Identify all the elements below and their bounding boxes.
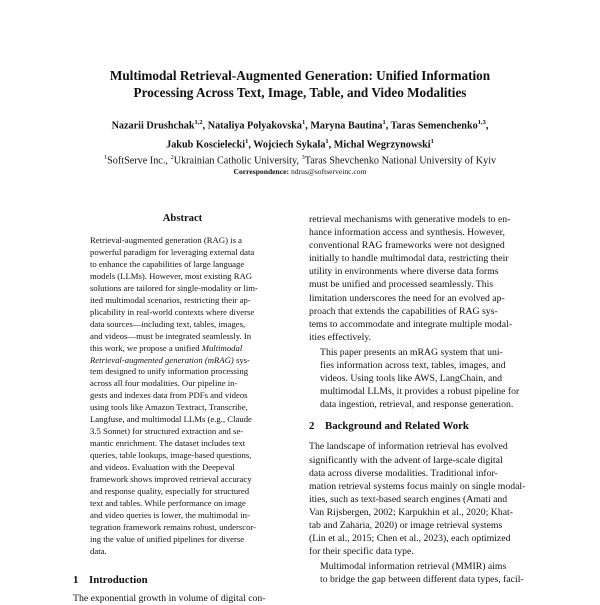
affiliation-mark: 2 [170, 154, 174, 161]
section-number: 1 [73, 574, 79, 586]
abstract-line: and response quality, especially for structured [90, 486, 250, 497]
abstract-line: gests and indexes data from PDFs and videos [90, 390, 248, 401]
abstract-line: 3.5 Sonnet) for structured extraction and se- [90, 426, 244, 437]
abstract-line: using tools like Amazon Textract, Transcribe, [90, 402, 248, 413]
text-line: videos. Using tools like AWS, LangChain, and [320, 373, 503, 385]
text-line: ities, such as text-based search engines (Amati and [309, 493, 508, 505]
abstract-line: powerful paradigm for leveraging external data [90, 246, 255, 257]
paragraph-background [309, 440, 533, 558]
paper-title [0, 67, 600, 101]
affiliation-name: SoftServe Inc., [107, 155, 171, 167]
author-affiliation-mark: 1 [325, 138, 329, 146]
text-line: conventional RAG frameworks were not designed [309, 240, 505, 252]
text-line: ities effectively. [309, 331, 371, 343]
abstract-line: data. [90, 545, 107, 556]
right-column [309, 213, 533, 586]
text-line: multimodal LLMs, it provides a robust pipeline for [320, 386, 520, 398]
affiliation-mark: 3 [301, 154, 305, 161]
author-affiliation-mark: 1 [430, 138, 434, 146]
correspondence-label: Correspondence: [233, 167, 290, 176]
abstract-italic-term: Retrieval-augmented generation (mRAG) [90, 354, 234, 365]
abstract-line: mantic enrichment. The dataset includes text [90, 438, 246, 449]
introduction-heading [73, 573, 148, 587]
affiliations [0, 151, 600, 167]
abstract-heading: Abstract [162, 213, 203, 224]
text-line: mation retrieval systems focus mainly on single modal- [309, 480, 526, 492]
abstract-line: and videos. Evaluation with the Deepeval [90, 462, 235, 473]
section-number: 2 [309, 420, 315, 433]
affiliation-mark: 1 [103, 154, 108, 161]
author-affiliation-mark: 1 [245, 138, 249, 146]
paragraph-mmir [309, 560, 533, 586]
abstract-italic-term: Multimodal [201, 342, 243, 353]
author-affiliation-mark: 1 [301, 119, 306, 126]
text-line: must be unified and processed seamlessly. This [309, 279, 494, 291]
text-line: The landscape of information retrieval has evolved [309, 441, 508, 453]
author-affiliation-mark: 1,2 [194, 119, 203, 126]
text-line: proach that extends the capabilities of RAG sys- [309, 305, 498, 317]
abstract-line: Retrieval-augmented generation (mRAG) sys- [90, 354, 250, 365]
text-line: utility in environments where diverse data forms [309, 266, 499, 278]
text-line: This paper presents an mRAG system that uni- [320, 346, 503, 358]
abstract-line: ited multimodal scenarios, restricting their ap- [90, 294, 251, 305]
author-name: Jakub Koscielecki [166, 139, 246, 151]
abstract-line: and videos—must be integrated seamlessly. In [90, 330, 252, 341]
abstract-line: models (LLMs). However, most existing RAG [90, 270, 253, 281]
background-heading [309, 419, 533, 433]
text-line: data ingestion, retrieval, and response generation. [320, 399, 514, 411]
text-line: fies information across text, tables, images, and [320, 360, 506, 372]
affiliation-name: Taras Shevchenko National University of Kyiv [304, 155, 497, 167]
left-column [90, 213, 275, 558]
author-name: Maryna Bautina [310, 120, 383, 132]
author-affiliation-mark: 1 [382, 119, 386, 126]
abstract-line: and video queries is lower, the multimodal in- [90, 509, 250, 520]
author-name: Wojciech Sykala [253, 139, 326, 151]
text-line: initially to handle multimodal data, restricting their [309, 253, 509, 265]
section-title: Background and Related Work [325, 420, 469, 433]
author-name: Nazarii Drushchak [111, 120, 195, 132]
abstract-line: ing the value of unified pipelines for diverse [90, 533, 245, 544]
author-name: Nataliya Polyakovska [207, 120, 302, 132]
author-name: Taras Semenchenko [390, 120, 478, 132]
text-line: data across diverse modalities. Traditional infor- [309, 467, 498, 479]
abstract-line: this work, we propose a unified Multimodal [90, 342, 243, 353]
abstract-line: to enhance the capabilities of large language [90, 258, 245, 269]
title-line-2: Processing Across Text, Image, Table, and Video Modalities [133, 85, 467, 100]
text-line: tems to accommodate and integrate multiple modal- [309, 318, 513, 330]
abstract-line: tegration framework remains robust, underscor- [90, 521, 257, 532]
abstract-line: data sources—including text, tables, images, [90, 318, 246, 329]
author-list: Nazarii Drushchak$^{1,2}$, Nataliya Polyakovska$^1$, Maryna Bautina$^1$, Taras Semenchenko$^{1,3}$, Jakub Koscielecki$^1$, Wojciech Sykala$^1$, Michal Wegrzynowski$^1$ [111, 119, 489, 151]
correspondence-email: ndrus@softserveinc.com [290, 167, 367, 176]
abstract-line: solutions are tailored for single-modality or lim- [90, 282, 258, 293]
paragraph-rag-limitations [309, 213, 533, 344]
text-line: Van Rijsbergen, 2002; Karpukhin et al., 2020; Khat- [309, 506, 513, 518]
abstract-line: text and tables. While performance on image [90, 497, 246, 508]
introduction-first-line: The exponential growth in volume of digital con- [73, 593, 266, 604]
paragraph-mrag-overview [309, 346, 533, 411]
text-line: hance information access and synthesis. However, [309, 227, 505, 239]
text-line: limitation underscores the need for an evolved ap- [309, 292, 505, 304]
abstract-line: tem designed to unify information processing [90, 366, 249, 377]
affiliation-name: Ukrainian Catholic University, [173, 155, 302, 167]
correspondence [0, 167, 600, 177]
abstract-line: queries, table lookups, image-based questions, [90, 450, 252, 461]
author-name: Michal Wegrzynowski [333, 139, 431, 151]
text-line: (Lin et al., 2015; Chen et al., 2023), each optimized [309, 533, 511, 545]
author-affiliation-mark: 1,3 [477, 119, 486, 126]
abstract-line: Retrieval-augmented generation (RAG) is a [90, 235, 242, 245]
text-line: to bridge the gap between different data types, facil- [320, 574, 524, 586]
text-line: retrieval mechanisms with generative models to en- [309, 214, 511, 225]
section-title: Introduction [89, 574, 148, 586]
abstract-line: plicability in real-world contexts where diverse [90, 306, 255, 317]
text-line: for their specific data type. [309, 546, 414, 558]
abstract-body [90, 235, 275, 558]
abstract-line: Langfuse, and multimodal LLMs (e.g., Claude [90, 414, 252, 425]
text-line: tab and Zaharia, 2020) or image retrieval systems [309, 519, 503, 531]
abstract-line: across all four modalities. Our pipeline in- [90, 378, 238, 389]
text-line: significantly with the advent of large-scale digital [309, 454, 503, 466]
abstract-line: framework shows improved retrieval accuracy [90, 474, 252, 485]
text-line: Multimodal information retrieval (MMIR) aims [320, 561, 507, 573]
title-line-1: Multimodal Retrieval-Augmented Generation: Unified Information [109, 68, 491, 83]
